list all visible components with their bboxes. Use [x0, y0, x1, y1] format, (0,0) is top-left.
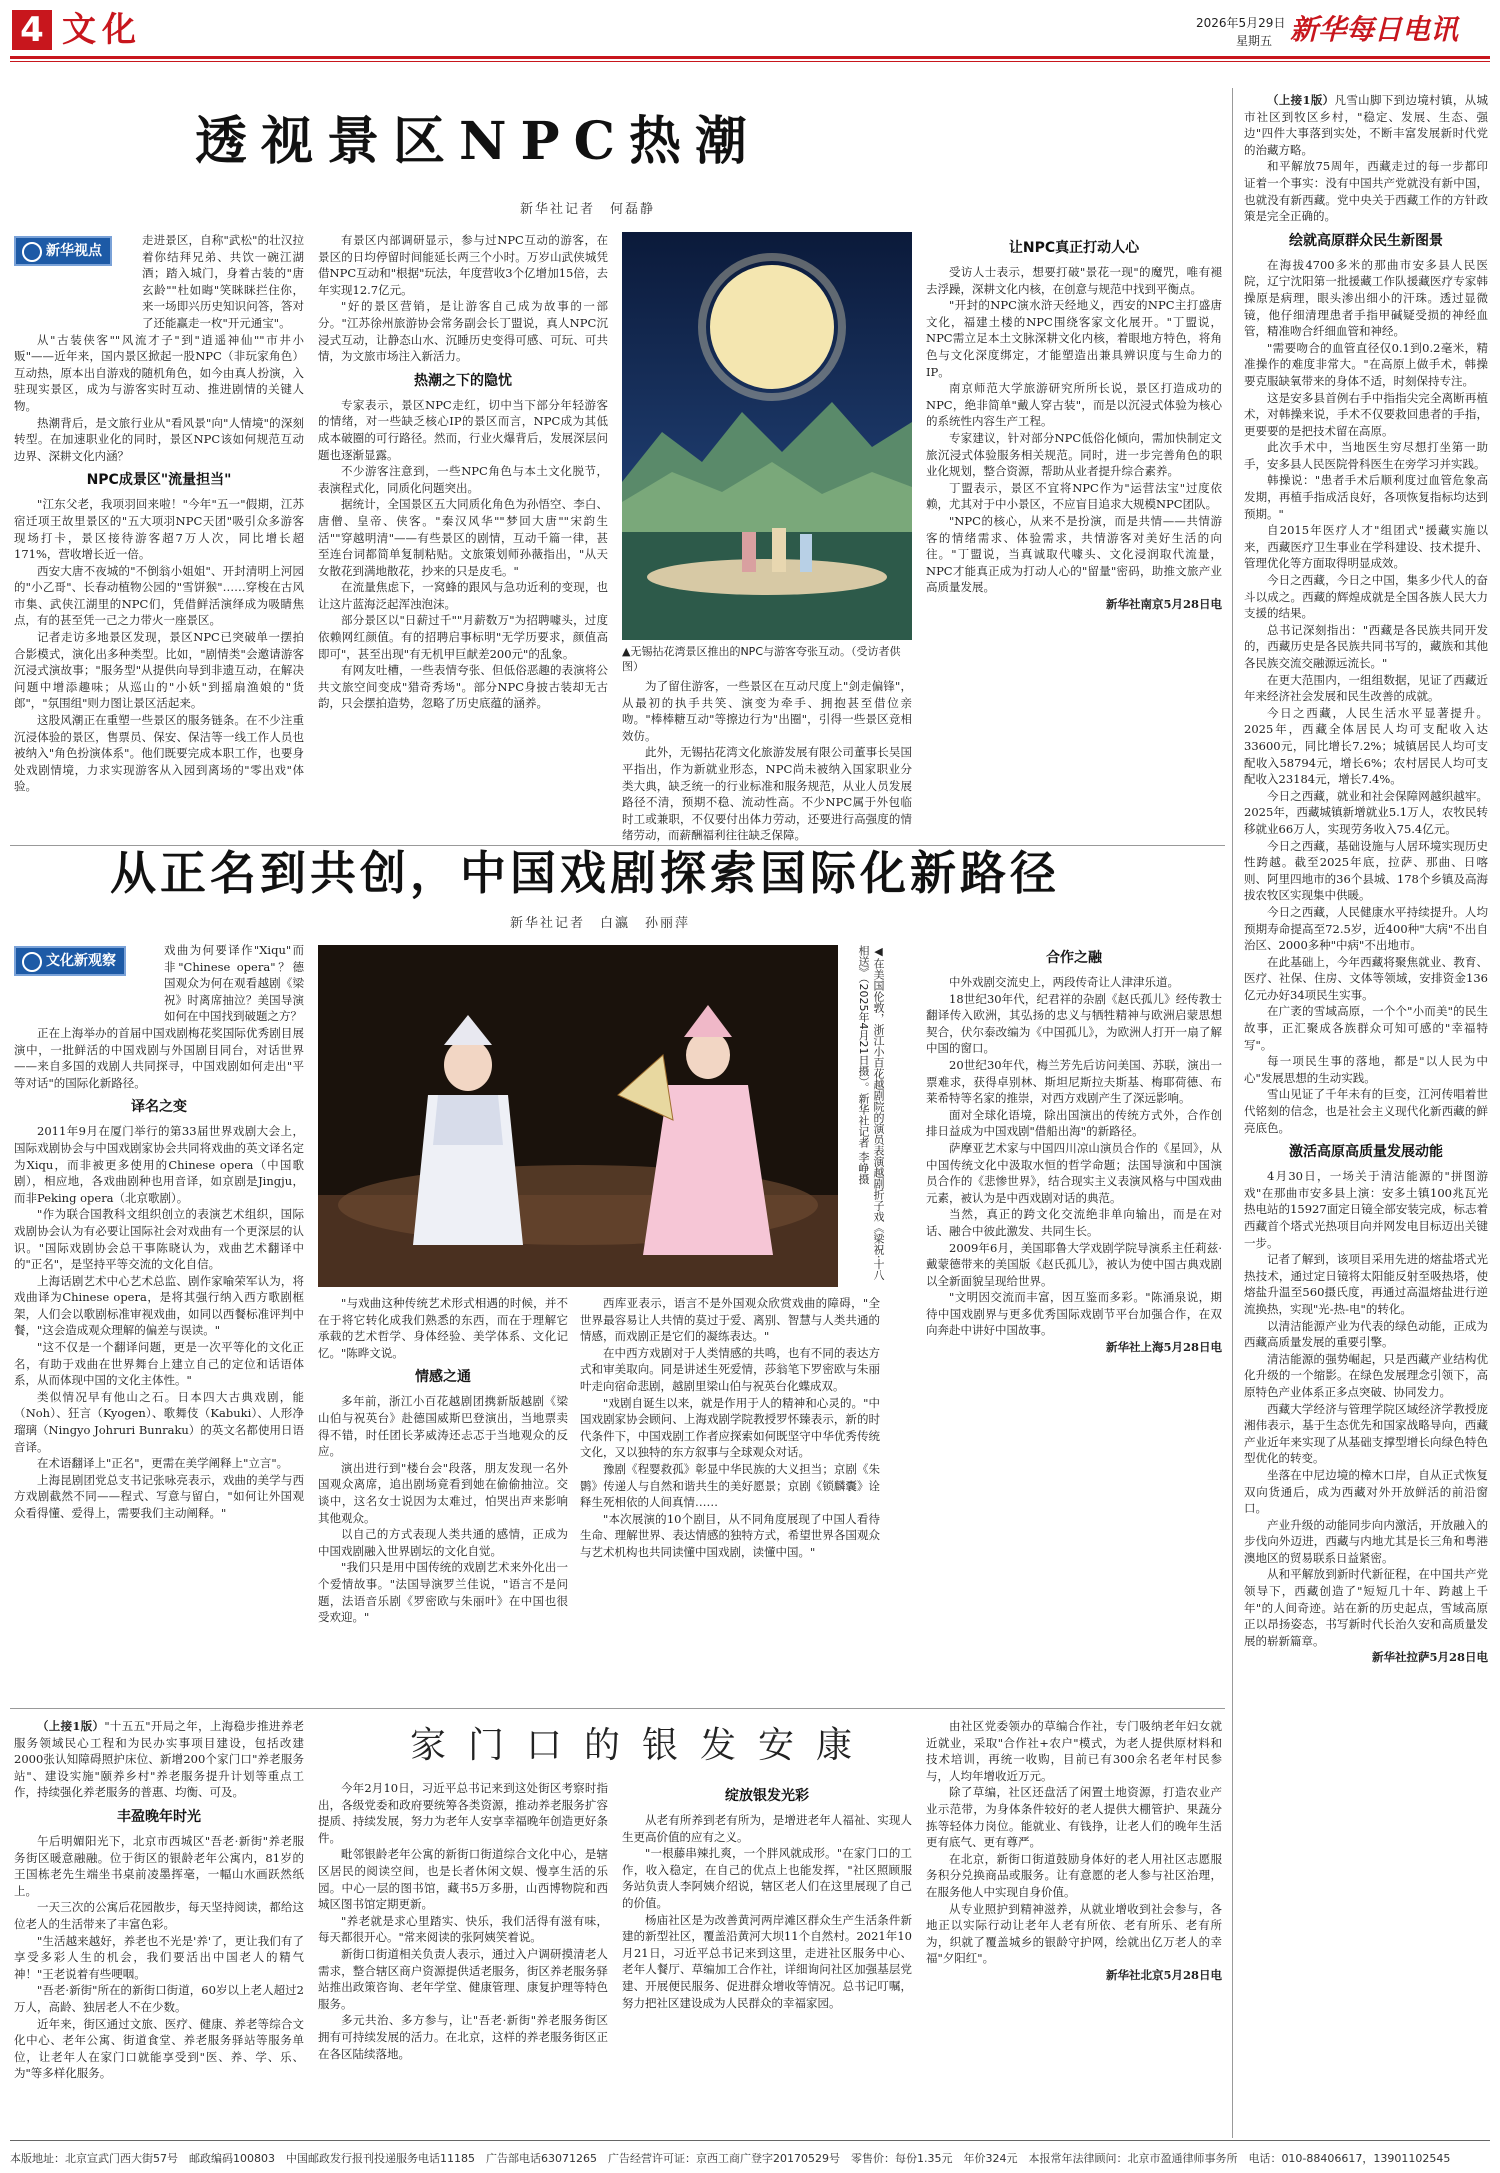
article3-column-3 — [622, 1780, 912, 2136]
right-paragraph: 自2015年医疗人才"组团式"援藏实施以来，西藏医疗卫生事业在学科建设、技术提升、管理优化等方面取得明显成效。 — [1244, 523, 1488, 571]
issue-date: 2026年5月29日 — [1196, 16, 1286, 30]
article1-column-4 — [926, 232, 1222, 832]
article3-paragraph: 由社区党委领办的草编合作社，专门吸纳老年妇女就近就业，采取"合作社+农户"模式，为老人提供原材料和技术培训，再统一收购，目前已有300余名老年村民参与，人均年增收近万元。 — [926, 1719, 1222, 1783]
article3-paragraph: 杨庙社区是为改善黄河两岸滩区群众生产生活条件新建的新型社区，覆盖沿黄河大坝11个自然村。2021年10月21日，习近平总书记来到这里，走进社区服务中心、老年人餐厅、草编加工合作社，详细询问社区加强基层党建、开展便民服务、促进群众增收等情况。总书记叮嘱，努力把社区建设成为人民群众的幸福家园。 — [622, 1912, 912, 2010]
article1-paragraph: 丁盟表示，景区不宜将NPC作为"运营法宝"过度依赖，尤其对于中小景区，不应盲目追求大规模NPC团队。 — [926, 480, 1222, 512]
right-paragraph: 今日之西藏，基础设施与人居环境实现历史性跨越。截至2025年底，拉萨、那曲、日喀则、阿里四地市的36个县城、178个乡镇及高海拔农牧区实现集中供暖。 — [1244, 838, 1488, 903]
right-paragraph: 在此基础上，今年西藏将聚焦就业、教育、医疗、社保、住房、文体等领域，安排资金136亿元办好34项民生实事。 — [1244, 954, 1488, 1002]
right-paragraph: 和平解放75周年，西藏走过的每一步都印证着一个事实：没有中国共产党就没有新中国，也就没有新西藏。党中央关于西藏工作的方针政策是完全正确的。 — [1244, 159, 1488, 224]
article2-paragraph: 在中西方戏剧对于人类情感的共鸣，也有不同的表达方式和审美取向。同是讲述生死爱情，莎翁笔下罗密欧与朱丽叶走向宿命悲剧，越剧里梁山伯与祝英台化蝶成双。 — [580, 1345, 880, 1393]
article3-paragraph: 在北京，新街口街道鼓励身体好的老人用社区志愿服务积分兑换商品或服务。让有意愿的老人参与社区治理，在服务他人中实现自身价值。 — [926, 1851, 1222, 1899]
right-paragraph: 西藏大学经济与管理学院区域经济学教授庞湘伟表示，基于生态优先和国家战略导向，西藏产业近年来实现了从基础支撑型增长向绿色特色型优化的转变。 — [1244, 1401, 1488, 1466]
article2-paragraph: "戏剧自诞生以来，就是作用于人的精神和心灵的。"中国戏剧家协会顾问、上海戏剧学院教授罗怀臻表示，新的时代条件下，中国戏剧工作者应探索如何既坚守中华优秀传统文化，又以独特的东方叙事与全球观众对话。 — [580, 1395, 880, 1460]
article1-paragraph: 专家表示，景区NPC走红，切中当下部分年轻游客的情绪，对一些缺乏核心IP的景区而言，NPC成为其低成本破圈的可行路径。然而，行业火爆背后，发展深层问题也逐渐显露。 — [318, 397, 608, 462]
article2-paragraph: 多年前，浙江小百花越剧团携新版越剧《梁山伯与祝英台》赴德国威斯巴登演出，当地票卖得不错，时任团长茅威涛还忐忑于当地观众的反应。 — [318, 1394, 568, 1459]
article2-intro: 戏曲为何要译作"Xiqu"而非"Chinese opera"？德国观众为何在观看越剧《梁祝》时离席抽泣？美国导演如何在中国找到破题之方？ — [164, 943, 304, 1024]
opera-illustration — [318, 945, 838, 1287]
right-paragraph: 这是安多县首例右手中指指尖完全离断再植术，对韩操来说，手术不仅要救回患者的手指，更要要的是把技术留在高原。 — [1244, 390, 1488, 438]
article1-byline: 新华社记者 何磊静 — [520, 202, 656, 217]
article1-paragraph: 据统计，全国景区五大同质化角色为孙悟空、李白、唐僧、皇帝、侠客。"秦汉风华""梦回大唐""宋韵生活""穿越明清"——有些景区的剧情，互动千篇一律，甚至连台词都简单复制粘贴。文旅策划师孙薇指出，"从天女散花到满地散花，抄来的只是皮毛。" — [318, 497, 608, 578]
right-subheading: 绘就高原群众民生新图景 — [1289, 232, 1443, 249]
right-column-article — [1244, 92, 1488, 2136]
article3-subheading: 绽放银发光彩 — [725, 1788, 809, 1804]
article3-paragraph: 午后明媚阳光下，北京市西城区"吾老·新街"养老服务街区暖意融融。位于街区的银龄老年公寓内，81岁的王国栋老先生端坐书桌前凌墨挥毫，一幅山水画跃然纸上。 — [14, 1833, 304, 1898]
article3-column-1 — [14, 1718, 304, 2136]
article1-subheading: 热潮之下的隐忧 — [414, 372, 512, 389]
article2-paragraph: 演出进行到"楼台会"段落，朋友发现一名外国观众离席，追出剧场竟看到她在偷偷抽泣。交谈中，这名女士说因为太难过，怕哭出声来影响其他观众。 — [318, 1460, 568, 1525]
article1-paragraph: 专家建议，针对部分NPC低俗化倾向，需加快制定文旅沉浸式体验服务相关规范。同时，进一步完善角色的职业化规划，整合资源，帮助从业者提升综合素养。 — [926, 430, 1222, 479]
article3-paragraph: 一天三次的公寓后花园散步，每天坚持阅读，都给这位老人的生活带来了丰富色彩。 — [14, 1900, 304, 1931]
page-number: 4 — [12, 10, 52, 50]
issue-weekday: 星期五 — [1236, 34, 1273, 48]
right-paragraph: 以清洁能源产业为代表的绿色动能，正成为西藏高质量发展的重要引擎。 — [1244, 1318, 1488, 1350]
right-paragraph: 今日之西藏，今日之中国，集多少代人的奋斗以成之。西藏的辉煌成就是全国各族人民大力支援的结果。 — [1244, 573, 1488, 621]
right-paragraph: 在广袤的雪域高原，一个个"小而美"的民生故事，正汇聚成各族群众可知可感的"幸福特写"。 — [1244, 1004, 1488, 1052]
right-paragraph: 韩操说："患者手术后顺利度过血管危象高发期，再植手指成活良好，各项恢复指标均达到预期。" — [1244, 473, 1488, 521]
article3-column-4 — [926, 1718, 1222, 2136]
article1-paragraph: "开封的NPC演水浒天经地义，西安的NPC主打盛唐文化，福建土楼的NPC围绕客家文化展开。"丁盟说，NPC需立足本土文脉深耕文化内核，着眼地方特色，将角色与文化深度绑定，才能塑造出兼具辨识度与生命力的IP。 — [926, 298, 1222, 379]
footer-info: 本版地址：北京宣武门西大街57号 邮政编码100803 中国邮政发行报刊投递服务电话11185 广告部电话63071265 广告经营许可证：京西工商广登字20170529号 零售价：每份1.35元 年价324元 本报常年法律顾问：北京市盈通律师事务所 电话：010-88406617，13901102545 — [10, 2152, 1451, 2165]
article2-paragraph: 中外戏剧交流史上，两段传奇让人津津乐道。 — [949, 975, 1179, 989]
article2-paragraph: 2011年9月在厦门举行的第33届世界戏剧大会上，国际戏剧协会与中国戏剧家协会共同将戏曲的英文译名定为Xiqu，而非被更多使用的Chinese opera（中国歌剧），相应地，各戏曲剧种也用音译，如京剧是Jingju，而非Peking opera（北京歌剧）。 — [14, 1124, 304, 1205]
right-subheading: 激活高原高质量发展动能 — [1289, 1144, 1443, 1161]
article1-paragraph: "好的景区营销，是让游客自己成为故事的一部分。"江苏徐州旅游协会常务副会长丁盟说，真人NPC沉浸式互动，让静态山水、沉睡历史变得可感、可玩、可共情，为文旅市场注入新活力。 — [318, 299, 608, 364]
article1-paragraph: 部分景区以"日薪过千""月薪数万"为招聘噱头，过度依赖网红颜值。有的招聘启事标明"无学历要求，颜值高即可"，甚至出现"有无机甲巨献差200元"的乱象。 — [318, 613, 608, 661]
article2-title: 从正名到共创，中国戏剧探索国际化新路径 — [110, 846, 1060, 900]
right-paragraph: 产业升级的动能同步向内激活，开放融入的步伐向外迈进，西藏与内地尤其是长三角和粤港澳地区的贸易联系日益紧密。 — [1244, 1517, 1488, 1565]
article1-paragraph: 不少游客注意到，一些NPC角色与本土文化脱节，表演程式化，同质化问题突出。 — [318, 464, 608, 495]
article3-paragraph: 多元共治、多方参与，让"吾老·新街"养老服务街区拥有可持续发展的活力。在北京，这样的养老服务街区正在各区陆续落地。 — [318, 2013, 608, 2061]
article3-paragraph: 毗邻银龄老年公寓的新街口街道综合文化中心，是辖区居民的阅读空间，也是长者休闲文娱、慢享生活的乐园。中心一层的图书馆，藏书5万多册，山西博物院和西城区图书馆定期更新。 — [318, 1847, 608, 1912]
article1-subheading: 让NPC真正打动人心 — [1008, 240, 1140, 256]
right-paragraph: 每一项民生事的落地，都是"以人民为中心"发展思想的生动实践。 — [1244, 1054, 1488, 1085]
article3-paragraph: "吾老·新街"所在的新街口街道，60岁以上老人超过2万人，高龄、独居老人不在少数。 — [14, 1983, 304, 2014]
article3-cont-label: （上接1版） — [37, 1719, 105, 1733]
article2-sign: 新华社上海5月28日电 — [1105, 1340, 1222, 1355]
article1-paragraph: "NPC的核心，从来不是扮演，而是共情——共情游客的情绪需求、体验需求，共情游客对美好生活的向往。"丁盟说，当真诚取代噱头、文化浸润取代流量，NPC才能真正成为打动人心的"留量"密码，助推文旅产业高质量发展。 — [926, 513, 1222, 595]
right-sign: 新华社拉萨5月28日电 — [1371, 1650, 1488, 1665]
article2-paragraph: 正在上海举办的首届中国戏剧梅花奖国际优秀剧目展演中，一批鲜活的中国戏剧与外国剧目同台，对话世界——来自多国的戏剧人共同探寻，中国戏剧如何走出"平等对话"的国际化新路径。 — [14, 1025, 304, 1090]
article1-paragraph: 这股风潮正在重塑一些景区的服务链条。在不少注重沉浸体验的景区，售票员、保安、保洁等一线工作人员也被纳入"角色扮演体系"。他们既要完成本职工作，也要身处戏剧情境，力求实现游客从入园到离场的"零出戏"体验。 — [14, 713, 304, 794]
article1-paragraph: 有景区内部调研显示，参与过NPC互动的游客，在景区的日均停留时间能延长两三个小时。万岁山武侠城凭借NPC互动和"根据"玩法，年度营收3个亿增加15倍，去年实现12.7亿元。 — [318, 233, 608, 297]
article2-column-4 — [926, 942, 1222, 1702]
right-paragraph: 雪山见证了千年未有的巨变，江河传唱着世代铭刻的信念，也是社会主义现代化新西藏的鲜亮底色。 — [1244, 1087, 1488, 1135]
article2-subheading: 情感之通 — [415, 1369, 471, 1386]
footer-rule — [10, 2140, 1490, 2141]
article1-paragraph: 为了留住游客，一些景区在互动尺度上"剑走偏锋"，从最初的执手共笑、演变为牵手、拥抱甚至借位亲吻。"棒棒糖互动"等擦边行为"出圈"，引得一些景区竞相效仿。 — [622, 679, 912, 743]
article3-paragraph: "养老就是求心里踏实、快乐，我们活得有滋有味，每天都很开心。"常来阅读的张阿姨笑着说。 — [318, 1913, 608, 1945]
article-divider-2 — [10, 1708, 1225, 1709]
article2-paragraph: 当然，真正的跨文化交流绝非单向输出，而是在对话、融合中彼此激发、共同生长。 — [926, 1207, 1222, 1238]
right-paragraph: 今日之西藏，人民健康水平持续提升。人均预期寿命提高至72.5岁，近400种"大病"不出自治区、2000多种"中病"不出地市。 — [1244, 904, 1488, 953]
article2-paragraph: "本次展演的10个剧目，从不同角度展现了中国人看待生命、理解世界、表达情感的独特方式，希望世界各国观众与艺术机构也共同读懂中国戏剧，读懂中国。" — [580, 1511, 880, 1559]
right-paragraph: 4月30日，一场关于清洁能源的"拼图游戏"在那曲市安多县上演：安多土镇100兆瓦光热电站的15927面定日镜全部安装完成，标志着西藏首个塔式光热项目向并网发电目标迈出关键一步。 — [1244, 1169, 1488, 1250]
article1-paragraph: 西安大唐不夜城的"不倒翁小姐姐"、开封清明上河园的"小乙哥"、长春动植物公园的"雪饼猴"……穿梭在古风市集、武侠江湖里的NPC们，凭借鲜活演绎成为吸睛焦点，有的甚至凭一己之力带火一座景区。 — [14, 563, 304, 628]
masthead-thin-rule — [10, 61, 1490, 62]
article3-cont-text: "十五五"开局之年，上海稳步推进养老服务领域民心工程和为民办实事项目建设，包括改建2000张认知障碍照护床位、新增200个家门口"养老服务站"、建设实施"颐养乡村"养老服务提升计划等重点工作，持续强化养老服务的普惠、均衡、可及。 — [14, 1719, 304, 1800]
article2-paragraph: 西库亚表示，语言不是外国观众欣赏戏曲的障碍，"全世界最容易让人共情的莫过于爱、离别、智慧与人类共通的情感，而戏剧正是它们的凝练表达。" — [580, 1296, 880, 1344]
article1-intro: 走进景区，自称"武松"的壮汉拉着你结拜兄弟、共饮一碗江湖酒；踏入城门，身着古装的"唐玄龄""杜如晦"笑眯眯拦住你，来一场即兴历史知识问答，答对了还能赢走一枚"开元通宝"。 — [142, 233, 304, 330]
news-badge-label: 新华视点 — [46, 243, 102, 259]
scenic-npc-photo — [622, 232, 912, 640]
article1-paragraph: 南京师范大学旅游研究所所长说，景区打造成功的NPC，绝非简单"戴人穿古装"，而是以沉浸式体验为核心的系统性内容生产工程。 — [926, 381, 1222, 429]
article1-sign: 新华社南京5月28日电 — [1105, 596, 1222, 611]
article3-sign: 新华社北京5月28日电 — [1105, 1967, 1222, 1982]
article2-paragraph: 以自己的方式表现人类共通的感情，正成为中国戏剧融入世界剧坛的文化自觉。 — [318, 1527, 568, 1558]
article1-column-2 — [318, 232, 608, 832]
article2-paragraph: 类似情况早有他山之石。日本四大古典戏剧，能（Noh）、狂言（Kyogen）、歌舞伎（Kabuki）、人形净瑠璃（Ningyo Johruri Bunraku）的英文名都使用日语音译。 — [14, 1389, 304, 1454]
right-paragraph: 清洁能源的强势崛起，只是西藏产业结构优化升级的一个缩影。在绿色发展理念引领下，高原特色产业体系正多点突破、协同发力。 — [1244, 1351, 1488, 1399]
article2-paragraph: "与戏曲这种传统艺术形式相遇的时候，并不在于将它转化成我们熟悉的东西，而在于理解它承载的艺术哲学、身体经验、美学体系、文化记忆。"陈晔文说。 — [318, 1296, 568, 1360]
article3-paragraph: 新街口街道相关负责人表示，通过入户调研摸清老人需求，整合辖区商户资源提供适老服务，街区养老服务驿站推出政策咨询、老年学堂、健康管理、康复护理等特色服务。 — [318, 1946, 608, 2011]
article2-column-2 — [318, 1295, 568, 1703]
right-column-divider — [1232, 88, 1233, 2138]
article3-paragraph: 除了草编，社区还盘活了闲置土地资源，打造农业产业示范带，为身体条件较好的老人提供大棚管护、果蔬分拣等轻体力岗位。能就业、有钱挣，让老人们的晚年生活更有底气、更有尊严。 — [926, 1785, 1222, 1850]
news-badge-label: 文化新观察 — [46, 953, 116, 969]
article3-paragraph: "生活越来越好，养老也不光是'养'了，更让我们有了享受多彩人生的机会，我们要活出中国老人的精气神！"王老说着有些哽咽。 — [14, 1933, 304, 1981]
article2-column-3 — [580, 1295, 880, 1703]
article1-title: 透视景区NPC热潮 — [195, 111, 762, 172]
article2-byline: 新华社记者 白瀛 孙丽萍 — [510, 916, 691, 931]
scenic-npc-illustration — [622, 232, 912, 640]
article2-paragraph: 上海话剧艺术中心艺术总监、剧作家喻荣军认为，将戏曲译为Chinese opera，是将其强行纳入西方歌剧框架，人们会以歌剧标准审视戏曲，如同以西餐标准评判中餐，"这会造成观众理解的偏差与误读。" — [14, 1273, 304, 1338]
article2-paragraph: 18世纪30年代，纪君祥的杂剧《赵氏孤儿》经传教士翻译传入欧洲，其弘扬的忠义与牺牲精神与欧洲启蒙思想契合，伏尔泰改编为《中国孤儿》，为欧洲人打开一扇了解中国的窗口。 — [926, 991, 1222, 1056]
right-paragraph: 从和平解放到新时代新征程，在中国共产党领导下，西藏创造了"短短几十年、跨越上千年"的人间奇迹。站在新的历史起点，雪域高原正以昂扬姿态，书写新时代长治久安和高质量发展的崭新篇章。 — [1244, 1567, 1488, 1648]
article1-subheading: NPC成景区"流量担当" — [86, 472, 232, 489]
article1-paragraph: 热潮背后，是文旅行业从"看风景"向"人情境"的深刻转型。在加速职业化的同时，景区NPC该如何规范互动边界、深耕文化内涵？ — [14, 415, 304, 463]
right-paragraph: 在更大范围内，一组组数据，见证了西藏近年来经济社会发展和民生改善的成就。 — [1244, 672, 1488, 704]
article3-paragraph: 近年来，街区通过文旅、医疗、健康、养老等综合文化中心、老年公寓、街道食堂、养老服务驿站等服务单位，让老年人在家门口就能享受到"医、养、学、乐、为"等多样化服务。 — [14, 2016, 304, 2081]
article1-column-1 — [14, 232, 304, 832]
article3-paragraph: 从专业照护到精神滋养，从就业增收到社会参与，各地正以实际行动让老年人老有所依、老有所乐、老有所为，织就了覆盖城乡的银龄守护网，绘就出亿万老人的幸福"夕阳红"。 — [926, 1901, 1222, 1966]
article1-paragraph: 记者走访多地景区发现，景区NPC已突破单一摆拍合影模式，演化出多种类型。比如，"剧情类"会邀请游客沉浸式演故事；"服务型"从提供向导到非遗互动，在解决问题中增添趣味；从巡山的"小妖"到摇扇渔娘的"货郎"，"氛围组"则力图让景区活起来。 — [14, 630, 304, 711]
right-paragraph: 总书记深刻指出："西藏是各民族共同开发的，西藏历史是各民族共同书写的，藏族和其他各民族交流交融源远流长。" — [1244, 622, 1488, 670]
right-paragraph: 在海拔4700多米的那曲市安多县人民医院，辽宁沈阳第一批援藏工作队援藏医疗专家韩操原是病理，眼头渗出细小的汗珠。透过显微镜，他仔细清理患者手指甲碱疑受损的神经血管，精准吻合纤细血管和神经。 — [1244, 257, 1488, 339]
article2-paragraph: 2009年6月，美国耶鲁大学戏剧学院导演系主任莉兹·戴蒙德带来的美国版《赵氏孤儿》，被认为使中国古典戏剧以全新面貌呈现给世界。 — [926, 1240, 1222, 1288]
article2-paragraph: "作为联合国教科文组织创立的表演艺术组织，国际戏剧协会认为有必要让国际社会对戏曲有一个更深层的认识。"国际戏剧协会总干事陈晓认为，戏曲艺术翻译中的"正名"，是坚持平等交流的文化自信。 — [14, 1207, 304, 1272]
article2-paragraph: 20世纪30年代，梅兰芳先后访问美国、苏联，演出一票难求，获得卓别林、斯坦尼斯拉夫斯基、梅耶荷德、布莱希特等名家的推崇，对西方戏剧产生了深远影响。 — [926, 1057, 1222, 1106]
article1-paragraph: 从"古装侠客""风流才子"到"逍遥神仙""市井小贩"——近年来，国内景区掀起一股NPC（非玩家角色）互动热，原本出自游戏的随机角色，如今由真人扮演，入驻现实景区，成为与游客实时互动、推进剧情的关键人物。 — [14, 332, 304, 413]
article3-paragraph: "一根藤串辣扎爽，一个胖风就成形。"在家门口的工作，收入稳定，在自己的优点上也能发挥，"社区照顾服务站负责人李阿姨介绍说，辖区老人们在这里展现了自己的价值。 — [622, 1846, 912, 1910]
brand-logo: 新华每日电讯 — [1290, 13, 1459, 46]
right-paragraph: 此次手术中，当地医生穷尽想打坐第一助手，安多县人民医院骨科医生在旁学习并实践。 — [1244, 440, 1488, 471]
article1-paragraph: 有网友吐槽，一些表情夸张、但低俗恶趣的表演将公共文旅空间变成"猎奇秀场"。部分NPC身披古装却无古韵，只会摆拍造势，忽略了历史底蕴的涵养。 — [318, 663, 608, 711]
article2-paragraph: 在术语翻译上"正名"，更需在美学阐释上"立言"。 — [37, 1456, 289, 1471]
photo-caption-2: ◀在美国伦敦，浙江小百花越剧院的演员表演越剧折子戏《梁祝·十八相送》（2025年4月21日摄）。新华社记者 李峥摄 — [857, 945, 885, 1281]
article1-column-3 — [622, 678, 912, 843]
article3-column-2 — [318, 1780, 608, 2136]
article3-paragraph: 今年2月10日，习近平总书记来到这处街区考察时指出，各级党委和政府要统筹各类资源，推动养老服务扩容提质、持续发展，努力为老年人安享幸福晚年创造更好条件。 — [318, 1781, 608, 1845]
masthead-rule — [10, 56, 1490, 59]
article2-paragraph: 萨摩亚艺术家与中国四川凉山演员合作的《星回》，从中国传统文化中汲取水恒的哲学命题；法国导演和中国演员合作的《悲惨世界》，结合现实主义表演风格与中国戏曲元素，被认为是中西戏剧对话的典范。 — [926, 1140, 1222, 1205]
article1-paragraph: 受访人士表示，想要打破"景花一现"的魔咒，唯有褪去浮躁，深耕文化内核，在创意与规范中找到平衡点。 — [926, 265, 1222, 296]
article3-title: 家门口的银发安康 — [410, 1725, 875, 1766]
opera-photo — [318, 945, 838, 1287]
article3-subheading: 丰盈晚年时光 — [117, 1808, 201, 1825]
right-cont-label: （上接1版） — [1267, 93, 1335, 107]
article2-subheading: 合作之融 — [1046, 950, 1102, 966]
article2-subheading: 译名之变 — [131, 1099, 187, 1116]
article2-paragraph: "文明因交流而丰富，因互鉴而多彩。"陈涌泉说，期待中国戏剧界与更多优秀国际戏剧节平台加强合作，在双向奔赴中讲好中国故事。 — [926, 1290, 1222, 1338]
article2-column-1 — [14, 942, 304, 1702]
right-cont-text: 凡雪山脚下到边境村镇，从城市社区到牧区乡村，"稳定、发展、生态、强边"四件大事落到实处，不断丰富发展新时代党的治藏方略。 — [1244, 93, 1488, 157]
article1-paragraph: "江东父老，我项羽回来啦！"今年"五一"假期，江苏宿迁项王故里景区的"五大项羽NPC天团"吸引众多游客现场打卡，景区接待游客超7万人次，同比增长超171%，营收增长近一倍。 — [14, 497, 304, 562]
right-paragraph: 坐落在中尼边境的樟木口岸，自从正式恢复双向货通后，成为西藏对外开放鲜活的前沿窗口。 — [1244, 1467, 1488, 1516]
article1-paragraph: 此外，无锡拈花湾文化旅游发展有限公司董事长吴国平指出，作为新就业形态，NPC尚未被纳入国家职业分类大典，缺乏统一的行业标准和服务规范，从业人员发展路径不清，预期不稳、流动性高。不少NPC属于外包临时工或兼职，不仅要付出体力劳动，还要进行高强度的情绪劳动，而薪酬福利往往缺乏保障。 — [622, 745, 912, 843]
article2-paragraph: 面对全球化语境，除出国演出的传统方式外，合作创排日益成为中国戏剧"借船出海"的新路径。 — [926, 1107, 1222, 1139]
right-paragraph: "需要吻合的血管直径仅0.1到0.2毫米，精准操作的难度非常大。"在高原上做手术，韩操要克服缺氧带来的身体不适，时刻保持专注。 — [1244, 340, 1488, 388]
right-paragraph: 今日之西藏，人民生活水平显著提升。2025年，西藏全体居民人均可支配收入达33600元，同比增长7.2%；城镇居民人均可支配收入58794元，增长6%；农村居民人均可支配收入23184元，增长7.4%。 — [1244, 705, 1488, 787]
photo-caption-1: ▲无锡拈花湾景区推出的NPC与游客夸张互动。（受访者供图） — [622, 645, 901, 673]
article2-paragraph: "这不仅是一个翻译问题，更是一次平等化的文化正名，有助于戏曲在世界舞台上建立自己的定位和话语体系，从而体现中国的文化主体性。" — [14, 1340, 304, 1388]
article2-paragraph: "我们只是用中国传统的戏剧艺术来外化出一个爱情故事。"法国导演罗兰佳说，"语言不是问题，法语音乐剧《罗密欧与朱丽叶》在中国也很受欢迎。" — [318, 1560, 568, 1625]
section-title: 文化 — [62, 10, 142, 50]
article2-paragraph: 豫剧《程婴救孤》彰显中华民族的大义担当；京剧《朱鹮》传递人与自然和谐共生的美好愿景；京剧《锁麟囊》诠释生死相依的人间真情…… — [580, 1461, 880, 1510]
article2-paragraph: 上海昆剧团党总支书记张咏亮表示，戏曲的美学与西方戏剧截然不同——程式、写意与留白，"如何让外国观众看得懂、爱得上，需要我们主动阐释。" — [14, 1472, 304, 1520]
article1-paragraph: 在流量焦虑下，一窝蜂的跟风与急功近利的变现，也让这片蓝海泛起浑浊泡沫。 — [318, 580, 608, 611]
right-paragraph: 今日之西藏，就业和社会保障网越织越牢。2025年，西藏城镇新增就业5.1万人，农牧民转移就业66万人，实现劳务收入75.4亿元。 — [1244, 788, 1488, 836]
article3-paragraph: 从老有所养到老有所为，是增进老年人福祉、实现人生更高价值的应有之义。 — [622, 1813, 912, 1844]
right-paragraph: 记者了解到，该项目采用先进的熔盐塔式光热技术，通过定日镜将太阳能反射至吸热塔，使熔盐升温至560摄氏度，再通过高温熔盐进行逆流换热，实现"光-热-电"的转化。 — [1244, 1252, 1488, 1316]
